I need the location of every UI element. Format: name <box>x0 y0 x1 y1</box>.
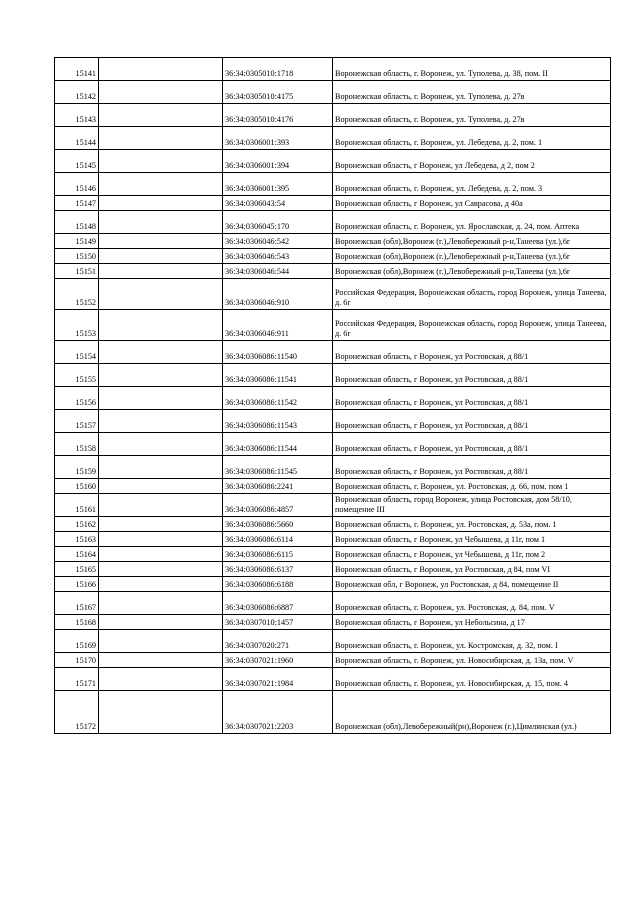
empty-cell <box>99 150 223 173</box>
empty-cell <box>99 577 223 592</box>
table-row <box>55 264 611 279</box>
table-row <box>55 630 611 653</box>
cadastral-number: 36:34:0306001:395 <box>223 173 333 196</box>
table-row <box>55 341 611 364</box>
table-row <box>55 150 611 173</box>
cadastral-number: 36:34:0306086:11540 <box>223 341 333 364</box>
address: Воронежская область, г Воронеж, ул Саврасова, д 40а <box>333 196 611 211</box>
row-number: 15157 <box>55 410 99 433</box>
cadastral-number: 36:34:0306086:11544 <box>223 433 333 456</box>
table-row <box>55 211 611 234</box>
table-row <box>55 532 611 547</box>
empty-cell <box>99 310 223 341</box>
empty-cell <box>99 479 223 494</box>
row-number: 15154 <box>55 341 99 364</box>
empty-cell <box>99 410 223 433</box>
table-row <box>55 494 611 517</box>
cadastral-number: 36:34:0306045:170 <box>223 211 333 234</box>
cadastral-number: 36:34:0306086:5660 <box>223 517 333 532</box>
cadastral-number: 36:34:0306086:6137 <box>223 562 333 577</box>
table-row <box>55 517 611 532</box>
empty-cell <box>99 264 223 279</box>
empty-cell <box>99 668 223 691</box>
address: Воронежская область, г Воронеж, ул Ростовская, д 88/1 <box>333 456 611 479</box>
address: Воронежская область, г Воронеж, ул Ростовская, д 84, пом VI <box>333 562 611 577</box>
address: Воронежская область, г Воронеж, ул Ростовская, д 88/1 <box>333 364 611 387</box>
row-number: 15159 <box>55 456 99 479</box>
table-row <box>55 668 611 691</box>
row-number: 15151 <box>55 264 99 279</box>
address: Воронежская область, г. Воронеж, ул. Костромская, д. 32, пом. I <box>333 630 611 653</box>
empty-cell <box>99 341 223 364</box>
table-row <box>55 173 611 196</box>
empty-cell <box>99 532 223 547</box>
row-number: 15142 <box>55 81 99 104</box>
empty-cell <box>99 173 223 196</box>
row-number: 15166 <box>55 577 99 592</box>
row-number: 15153 <box>55 310 99 341</box>
cadastral-number: 36:34:0307021:1960 <box>223 653 333 668</box>
address: Воронежская область, г. Воронеж, ул. Ростовская, д. 84, пом. V <box>333 592 611 615</box>
row-number: 15167 <box>55 592 99 615</box>
empty-cell <box>99 630 223 653</box>
empty-cell <box>99 615 223 630</box>
cadastral-number: 36:34:0306086:11541 <box>223 364 333 387</box>
address: Воронежская область, г. Воронеж, ул. Туполева, д. 27в <box>333 81 611 104</box>
empty-cell <box>99 104 223 127</box>
cadastral-number: 36:34:0306086:11542 <box>223 387 333 410</box>
empty-cell <box>99 127 223 150</box>
row-number: 15148 <box>55 211 99 234</box>
address: Воронежская область, город Воронеж, улица Ростовская, дом 58/10, помещение III <box>333 494 611 517</box>
row-number: 15164 <box>55 547 99 562</box>
row-number: 15141 <box>55 58 99 81</box>
table-row <box>55 562 611 577</box>
row-number: 15171 <box>55 668 99 691</box>
row-number: 15158 <box>55 433 99 456</box>
row-number: 15149 <box>55 234 99 249</box>
cadastral-number: 36:34:0307021:1984 <box>223 668 333 691</box>
empty-cell <box>99 196 223 211</box>
address: Воронежская область, г. Воронеж, ул. Туполева, д. 38, пом. II <box>333 58 611 81</box>
cadastral-number: 36:34:0306001:394 <box>223 150 333 173</box>
address: Воронежская (обл),Воронеж (г.),Левобережный р-н,Танеева (ул.),6г <box>333 234 611 249</box>
empty-cell <box>99 653 223 668</box>
empty-cell <box>99 58 223 81</box>
empty-cell <box>99 494 223 517</box>
table-row <box>55 279 611 310</box>
cadastral-number: 36:34:0306043:54 <box>223 196 333 211</box>
empty-cell <box>99 547 223 562</box>
table-row <box>55 81 611 104</box>
row-number: 15172 <box>55 691 99 734</box>
table-row <box>55 456 611 479</box>
address: Воронежская область, г Воронеж, ул Ростовская, д 88/1 <box>333 387 611 410</box>
empty-cell <box>99 592 223 615</box>
cadastral-number: 36:34:0306046:911 <box>223 310 333 341</box>
address: Воронежская область, г. Воронеж, ул. Новосибирская, д. 13а, пом. V <box>333 653 611 668</box>
cadastral-number: 36:34:0305010:1718 <box>223 58 333 81</box>
row-number: 15170 <box>55 653 99 668</box>
cadastral-number: 36:34:0307010:1457 <box>223 615 333 630</box>
cadastral-number: 36:34:0306086:2241 <box>223 479 333 494</box>
empty-cell <box>99 433 223 456</box>
address: Воронежская область, г Воронеж, ул Лебедева, д 2, пом 2 <box>333 150 611 173</box>
row-number: 15163 <box>55 532 99 547</box>
cadastral-number: 36:34:0306086:11545 <box>223 456 333 479</box>
cadastral-number: 36:34:0306046:910 <box>223 279 333 310</box>
address: Воронежская область, г. Воронеж, ул. Лебедева, д. 2, пом. 1 <box>333 127 611 150</box>
row-number: 15145 <box>55 150 99 173</box>
cadastral-number: 36:34:0306086:11543 <box>223 410 333 433</box>
table-row <box>55 410 611 433</box>
cadastral-number: 36:34:0306001:393 <box>223 127 333 150</box>
row-number: 15147 <box>55 196 99 211</box>
table-row <box>55 196 611 211</box>
table-row <box>55 249 611 264</box>
address: Воронежская (обл),Воронеж (г.),Левобережный р-н,Танеева (ул.),6г <box>333 264 611 279</box>
row-number: 15169 <box>55 630 99 653</box>
row-number: 15155 <box>55 364 99 387</box>
cadastral-number: 36:34:0306046:543 <box>223 249 333 264</box>
address: Воронежская область, г Воронеж, ул Чебышева, д 11г, пом 2 <box>333 547 611 562</box>
address: Воронежская обл, г Воронеж, ул Ростовская, д 84, помещение II <box>333 577 611 592</box>
row-number: 15165 <box>55 562 99 577</box>
empty-cell <box>99 517 223 532</box>
row-number: 15168 <box>55 615 99 630</box>
table-row <box>55 577 611 592</box>
register-table <box>54 57 611 734</box>
empty-cell <box>99 691 223 734</box>
table-row <box>55 364 611 387</box>
row-number: 15143 <box>55 104 99 127</box>
address: Воронежская область, г Воронеж, ул Ростовская, д 88/1 <box>333 341 611 364</box>
cadastral-number: 36:34:0305010:4176 <box>223 104 333 127</box>
table-row <box>55 127 611 150</box>
empty-cell <box>99 81 223 104</box>
empty-cell <box>99 211 223 234</box>
row-number: 15156 <box>55 387 99 410</box>
address: Российская Федерация, Воронежская область, город Воронеж, улица Танеева, д. 6г <box>333 279 611 310</box>
empty-cell <box>99 279 223 310</box>
table-row <box>55 592 611 615</box>
address: Российская Федерация, Воронежская область, город Воронеж, улица Танеева, д. 6г <box>333 310 611 341</box>
empty-cell <box>99 234 223 249</box>
address: Воронежская область, г Воронеж, ул Ростовская, д 88/1 <box>333 410 611 433</box>
empty-cell <box>99 249 223 264</box>
cadastral-number: 36:34:0305010:4175 <box>223 81 333 104</box>
empty-cell <box>99 364 223 387</box>
register-table-body <box>55 58 611 734</box>
row-number: 15162 <box>55 517 99 532</box>
cadastral-number: 36:34:0306086:6188 <box>223 577 333 592</box>
row-number: 15150 <box>55 249 99 264</box>
row-number: 15146 <box>55 173 99 196</box>
table-row <box>55 653 611 668</box>
table-row <box>55 547 611 562</box>
row-number: 15161 <box>55 494 99 517</box>
address: Воронежская область, г Воронеж, ул Небольсина, д 17 <box>333 615 611 630</box>
table-row <box>55 104 611 127</box>
address: Воронежская область, г. Воронеж, ул. Новосибирская, д. 15, пом. 4 <box>333 668 611 691</box>
cadastral-number: 36:34:0306086:6115 <box>223 547 333 562</box>
table-row <box>55 58 611 81</box>
table-row <box>55 615 611 630</box>
cadastral-number: 36:34:0306086:6887 <box>223 592 333 615</box>
cadastral-number: 36:34:0307020:271 <box>223 630 333 653</box>
empty-cell <box>99 562 223 577</box>
cadastral-number: 36:34:0306046:542 <box>223 234 333 249</box>
row-number: 15144 <box>55 127 99 150</box>
address: Воронежская область, г Воронеж, ул Чебышева, д 11г, пом 1 <box>333 532 611 547</box>
table-row <box>55 691 611 734</box>
table-row <box>55 479 611 494</box>
cadastral-number: 36:34:0306086:6114 <box>223 532 333 547</box>
cadastral-number: 36:34:0306086:4857 <box>223 494 333 517</box>
table-row <box>55 433 611 456</box>
address: Воронежская (обл),Левобережный(рн),Воронеж (г.),Цимлянская (ул.) <box>333 691 611 734</box>
address: Воронежская область, г Воронеж, ул Ростовская, д 88/1 <box>333 433 611 456</box>
address: Воронежская область, г. Воронеж, ул. Ростовская, д. 53а, пом. 1 <box>333 517 611 532</box>
address: Воронежская область, г. Воронеж, ул. Ярославская, д. 24, пом. Аптека <box>333 211 611 234</box>
address: Воронежская область, г. Воронеж, ул. Туполева, д. 27в <box>333 104 611 127</box>
table-row <box>55 310 611 341</box>
cadastral-number: 36:34:0306046:544 <box>223 264 333 279</box>
table-row <box>55 234 611 249</box>
address: Воронежская область, г. Воронеж, ул. Ростовская, д. 66, пом. пом 1 <box>333 479 611 494</box>
row-number: 15152 <box>55 279 99 310</box>
address: Воронежская (обл),Воронеж (г.),Левобережный р-н,Танеева (ул.),6г <box>333 249 611 264</box>
address: Воронежская область, г. Воронеж, ул. Лебедева, д. 2, пом. 3 <box>333 173 611 196</box>
row-number: 15160 <box>55 479 99 494</box>
table-row <box>55 387 611 410</box>
cadastral-number: 36:34:0307021:2203 <box>223 691 333 734</box>
empty-cell <box>99 456 223 479</box>
empty-cell <box>99 387 223 410</box>
